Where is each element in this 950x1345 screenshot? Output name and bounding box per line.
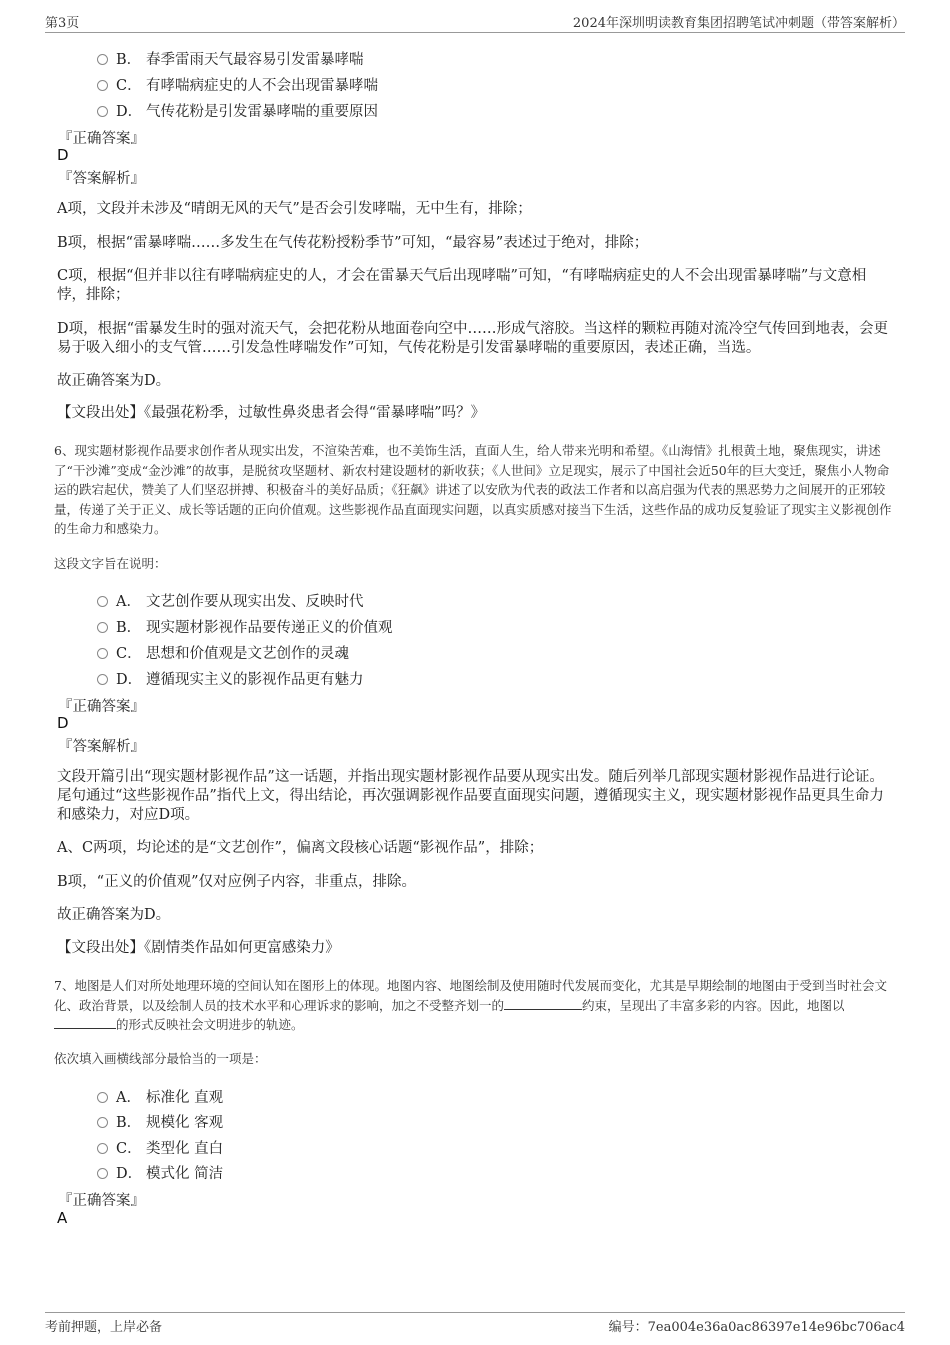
q6-option-a[interactable]: A． 文艺创作要从现实出发、反映时代 bbox=[97, 590, 364, 612]
q6-prompt: 这段文字旨在说明： bbox=[54, 556, 167, 571]
blank-1 bbox=[504, 997, 582, 1010]
q6-analysis-label: 『答案解析』 bbox=[58, 739, 145, 755]
q6-stem: 6、现实题材影视作品要求创作者从现实出发，不渲染苦难，也不美饰生活，直面人生，给人带来光明和希望。《山海情》扎根黄土地，聚焦现实，讲述了“干沙滩”变成“金沙滩”的故事，是脱贫攻坚题材、新农村建设题材的新收获；《人世间》立足现实，展示了中国社会近50年的巨大变迁，聚焦小人物命运的跌宕起伏，赞美了人们坚忍拼搏、积极奋斗的美好品质；《狂飙》讲述了以安欣为代表的政法工作者和以高启强为代表的黑恶势力之间展开的正邪较量，传递了关于正义、成长等话题的正向价值观。这些影视作品直面现实问题，以真实质感对接当下生活，这些作品的成功反复验证了现实主义影视创作的生命力和感染力。 bbox=[54, 443, 892, 536]
q7-option-d[interactable]: D． 模式化 简洁 bbox=[97, 1162, 223, 1184]
q5-analysis-d: D项，根据“雷暴发生时的强对流天气，会把花粉从地面卷向空中……形成气溶胶。当这样的颗粒再随对流冷空气传回到地表，会更易于吸入细小的支气管……引发急性哮喘发作”可知，气传花粉是引发雷暴哮喘的重要原因，表述正确，当选。 bbox=[57, 321, 889, 356]
q6-analysis-main: 文段开篇引出“现实题材影视作品”这一话题，并指出现实题材影视作品要从现实出发。随后列举几部现实题材影视作品进行论证。尾句通过“这些影视作品”指代上文，得出结论，再次强调影视作品要直面现实问题，遵循现实主义，现实题材影视作品更具生命力和感染力，对应D项。 bbox=[57, 769, 884, 823]
q6-option-b[interactable]: B． 现实题材影视作品要传递正义的价值观 bbox=[97, 616, 393, 638]
q7-answer-label: 『正确答案』 bbox=[58, 1193, 145, 1209]
q6-option-c[interactable]: C． 思想和价值观是文艺创作的灵魂 bbox=[97, 642, 349, 664]
q7-prompt: 依次填入画横线部分最恰当的一项是： bbox=[54, 1051, 267, 1066]
q6-conclusion: 故正确答案为D。 bbox=[57, 907, 171, 923]
q5-source: 【文段出处】《最强花粉季，过敏性鼻炎患者会得“雷暴哮喘”吗？》 bbox=[57, 405, 486, 421]
q5-option-d[interactable]: D． 气传花粉是引发雷暴哮喘的重要原因 bbox=[97, 100, 378, 122]
radio-icon[interactable] bbox=[97, 1117, 108, 1128]
q7-stem: 7、地图是人们对所处地理环境的空间认知在图形上的体现。地图内容、地图绘制及使用随时代发展而变化，尤其是早期绘制的地图由于受到当时社会文化、政治背景，以及绘制人员的技术水平和心理诉求的影响，加之不受整齐划一的 约束，呈现出了丰富多彩的内容。因此，地图以的形式反映社会文明进步的轨迹。 bbox=[54, 978, 887, 1032]
q7-option-b[interactable]: B． 规模化 客观 bbox=[97, 1111, 223, 1133]
radio-icon[interactable] bbox=[97, 622, 108, 633]
radio-icon[interactable] bbox=[97, 80, 108, 91]
radio-icon[interactable] bbox=[97, 1143, 108, 1154]
q5-analysis-b: B项，根据“雷暴哮喘……多发生在气传花粉授粉季节”可知，“最容易”表述过于绝对，排除； bbox=[57, 235, 649, 251]
q5-analysis-label: 『答案解析』 bbox=[58, 171, 145, 187]
footer-slogan: 考前押题，上岸必备 bbox=[45, 1320, 163, 1335]
q6-source: 【文段出处】《剧情类作品如何更富感染力》 bbox=[57, 940, 340, 956]
q5-analysis-a: A项，文段并未涉及“晴朗无风的天气”是否会引发哮喘，无中生有，排除； bbox=[57, 201, 532, 217]
page-footer bbox=[45, 1312, 905, 1341]
radio-icon[interactable] bbox=[97, 106, 108, 117]
q6-analysis-ac: A、C两项，均论述的是“文艺创作”，偏离文段核心话题“影视作品”，排除； bbox=[57, 840, 544, 856]
radio-icon[interactable] bbox=[97, 648, 108, 659]
q6-answer: D bbox=[57, 714, 69, 732]
q6-analysis-b: B项，“正义的价值观”仅对应例子内容，非重点，排除。 bbox=[57, 874, 416, 890]
q5-analysis-c: C项，根据“但并非以往有哮喘病症史的人，才会在雷暴天气后出现哮喘”可知，“有哮喘病症史的人不会出现雷暴哮喘”与文意相悖，排除； bbox=[57, 268, 867, 303]
radio-icon[interactable] bbox=[97, 1092, 108, 1103]
radio-icon[interactable] bbox=[97, 596, 108, 607]
page-number: 第3页 bbox=[45, 16, 80, 31]
radio-icon[interactable] bbox=[97, 54, 108, 65]
q5-option-c[interactable]: C． 有哮喘病症史的人不会出现雷暴哮喘 bbox=[97, 74, 378, 96]
q6-option-d[interactable]: D． 遵循现实主义的影视作品更有魅力 bbox=[97, 668, 364, 690]
q7-option-a[interactable]: A． 标准化 直观 bbox=[97, 1086, 223, 1108]
q7-answer: A bbox=[57, 1209, 68, 1227]
q7-option-c[interactable]: C． 类型化 直白 bbox=[97, 1137, 223, 1159]
q6-answer-label: 『正确答案』 bbox=[58, 699, 145, 715]
document-id: 编号：7ea004e36a0ac86397e14e96bc706ac4 bbox=[608, 1320, 905, 1335]
q5-answer: D bbox=[57, 146, 69, 164]
document-title: 2024年深圳明读教育集团招聘笔试冲刺题（带答案解析） bbox=[572, 16, 905, 31]
q5-option-b[interactable]: B． 春季雷雨天气最容易引发雷暴哮喘 bbox=[97, 48, 364, 70]
page-header bbox=[45, 10, 905, 33]
q5-answer-label: 『正确答案』 bbox=[58, 131, 145, 147]
q5-conclusion: 故正确答案为D。 bbox=[57, 373, 171, 389]
radio-icon[interactable] bbox=[97, 1168, 108, 1179]
blank-2 bbox=[54, 1016, 116, 1029]
radio-icon[interactable] bbox=[97, 674, 108, 685]
